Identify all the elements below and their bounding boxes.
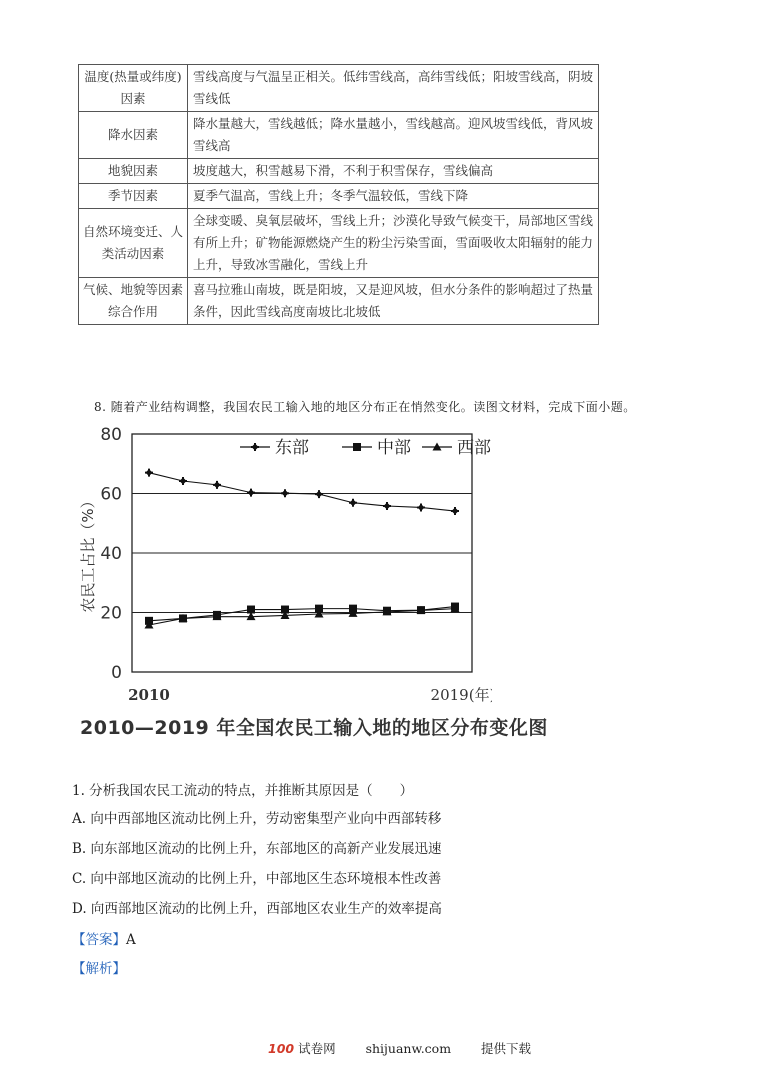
factor-cell: 自然环境变迁、人类活动因素 [79, 209, 188, 278]
data-point-center [384, 502, 391, 509]
download-text: 提供下载 [481, 1041, 532, 1056]
description-cell: 喜马拉雅山南坡，既是阳坡，又是迎风坡，但水分条件的影响超过了热量条件，因此雪线高度南坡比北坡低 [188, 278, 599, 325]
answer-tag: 【答案】 [72, 932, 126, 948]
option-b: B. 向东部地区流动的比例上升，东部地区的高新产业发展迅速 [72, 841, 442, 857]
data-point-center [316, 491, 323, 498]
description-cell: 全球变暖、臭氧层破坏，雪线上升；沙漠化导致气候变干，局部地区雪线有所上升；矿物能源燃烧产生的粉尘污染雪面，雪面吸收太阳辐射的能力上升，导致冰雪融化，雪线上升 [188, 209, 599, 278]
series-line-1 [149, 607, 455, 621]
description-cell: 雪线高度与气温呈正相关。低纬雪线高，高纬雪线低；阳坡雪线高，阴坡雪线低 [188, 65, 599, 112]
snowline-factor-table [78, 64, 599, 325]
option-d: D. 向西部地区流动的比例上升，西部地区农业生产的效率提高 [72, 901, 442, 917]
legend-label: 中部 [377, 438, 411, 458]
option-c: C. 向中部地区流动的比例上升，中部地区生态环境根本性改善 [72, 871, 442, 887]
table-row [79, 159, 599, 184]
table-row [79, 65, 599, 112]
legend-label: 西部 [457, 438, 491, 458]
data-point-center [180, 478, 187, 485]
legend-marker-center [252, 444, 259, 451]
factor-cell: 降水因素 [79, 112, 188, 159]
x-tick-label: 2010 [128, 686, 170, 704]
analysis-tag: 【解析】 [72, 961, 126, 977]
legend-marker [353, 443, 361, 451]
factor-cell: 季节因素 [79, 184, 188, 209]
x-tick-label: 2019(年) [430, 686, 492, 704]
site-domain[interactable]: shijuanw.com [365, 1041, 452, 1056]
table-row [79, 278, 599, 325]
data-point-center [214, 481, 221, 488]
data-point-center [350, 499, 357, 506]
data-point-center [146, 469, 153, 476]
answer-line [72, 928, 136, 948]
factor-cell: 温度(热量或纬度)因素 [79, 65, 188, 112]
y-tick-label: 20 [100, 603, 122, 624]
question-stem: 1. 分析我国农民工流动的特点，并推断其原因是（ ） [72, 783, 414, 799]
site-name: 试卷网 [298, 1041, 336, 1056]
question-intro: 8. 随着产业结构调整，我国农民工输入地的地区分布正在悄然变化。读图文材料，完成下面小题。 [94, 400, 636, 414]
y-tick-label: 80 [100, 425, 122, 445]
y-tick-label: 0 [111, 663, 122, 683]
table-row [79, 209, 599, 278]
table-row [79, 184, 599, 209]
data-point-center [282, 490, 289, 497]
y-axis-label: 农民工占比（%） [79, 493, 97, 613]
description-cell: 降水量越大，雪线越低；降水量越小，雪线越高。迎风坡雪线低，背风坡雪线高 [188, 112, 599, 159]
data-point-center [248, 489, 255, 496]
data-point-center [452, 508, 459, 515]
factor-cell: 气候、地貌等因素综合作用 [79, 278, 188, 325]
series-line-0 [149, 473, 455, 511]
footer [268, 1039, 535, 1057]
description-cell: 坡度越大，积雪越易下滑，不利于积雪保存，雪线偏高 [188, 159, 599, 184]
chart [72, 422, 492, 716]
site-logo: 100 [268, 1041, 295, 1056]
line-chart [72, 422, 492, 712]
answer-value: A [126, 932, 136, 948]
y-tick-label: 40 [100, 544, 122, 564]
y-tick-label: 60 [100, 484, 122, 505]
factor-cell: 地貌因素 [79, 159, 188, 184]
chart-title: 2010—2019 年全国农民工输入地的地区分布变化图 [80, 717, 548, 739]
table-row [79, 112, 599, 159]
legend-label: 东部 [275, 438, 309, 458]
option-a: A. 向中西部地区流动比例上升，劳动密集型产业向中西部转移 [72, 811, 442, 827]
data-point-center [418, 504, 425, 511]
description-cell: 夏季气温高，雪线上升；冬季气温较低，雪线下降 [188, 184, 599, 209]
